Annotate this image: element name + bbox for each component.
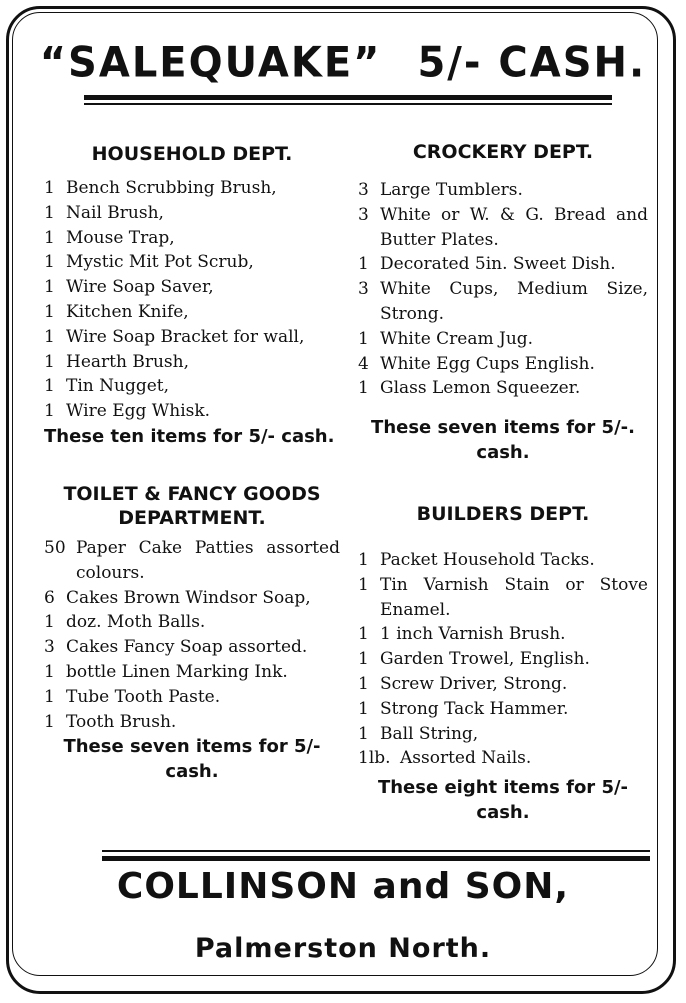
item-text: Glass Lemon Squeezer. — [380, 378, 581, 399]
item-text: Tin Nugget, — [66, 376, 170, 397]
household-summary: These ten items for 5/- cash. — [44, 425, 335, 447]
item-qty: 1 — [44, 326, 55, 347]
list-item — [44, 536, 340, 586]
item-text: Paper Cake Patties assorted colours. — [76, 538, 340, 583]
item-qty: 4 — [358, 353, 369, 374]
item-qty: 1 — [358, 723, 369, 744]
item-qty: 1 — [44, 376, 55, 397]
item-qty: 3 — [44, 637, 55, 658]
list-item — [358, 203, 648, 253]
list-item — [358, 746, 648, 771]
item-text: Wire Soap Saver, — [66, 277, 214, 298]
item-text: Packet Household Tacks. — [380, 550, 595, 570]
item-qty: 6 — [44, 587, 55, 608]
item-qty: 1 — [44, 301, 55, 322]
item-text: Tin Varnish Stain or Stove Enamel. — [380, 574, 648, 620]
list-item — [358, 252, 648, 277]
item-text: Mystic Mit Pot Scrub, — [66, 252, 254, 273]
headline-rule-thin — [84, 103, 612, 105]
list-item — [44, 350, 340, 375]
crockery-heading: CROCKERY DEPT. — [412, 141, 594, 163]
item-text: bottle Linen Marking Ink. — [66, 661, 288, 682]
item-qty: 1 — [44, 711, 55, 732]
item-text: Cakes Fancy Soap assorted. — [66, 637, 308, 658]
item-qty: 1 — [44, 178, 55, 198]
item-qty: 3 — [358, 279, 369, 300]
list-item — [358, 672, 648, 697]
item-qty: 1lb. — [358, 748, 391, 769]
list-item — [358, 622, 648, 647]
headline-rule-thick — [84, 95, 612, 100]
item-text: Decorated 5in. Sweet Dish. — [380, 254, 616, 275]
list-item — [44, 685, 340, 710]
toilet-heading: TOILET & FANCY GOODS DEPARTMENT. — [63, 483, 321, 529]
item-qty: 1 — [44, 661, 55, 682]
item-qty: 1 — [358, 378, 369, 399]
headline-title: “SALEQUAKE” — [39, 38, 382, 88]
item-text: White Cream Jug. — [380, 328, 534, 349]
item-text: Wire Soap Bracket for wall, — [66, 326, 305, 347]
item-qty: 1 — [44, 202, 55, 223]
item-text: Ball String, — [380, 723, 479, 744]
item-qty: 1 — [358, 574, 369, 595]
item-text: Garden Trowel, English. — [380, 649, 590, 670]
list-item — [358, 352, 648, 377]
list-item — [44, 275, 340, 300]
item-text: Tube Tooth Paste. — [66, 686, 221, 707]
list-item — [44, 399, 340, 424]
firm-name: COLLINSON and SON, — [116, 866, 570, 907]
list-item — [358, 697, 648, 722]
list-item — [44, 325, 340, 350]
firm-town: Palmerston North. — [194, 933, 492, 964]
list-item — [358, 573, 648, 623]
item-qty: 50 — [44, 538, 66, 558]
item-qty: 1 — [44, 401, 55, 422]
item-qty: 1 — [358, 328, 369, 349]
item-text: Strong Tack Hammer. — [380, 698, 569, 719]
list-item — [358, 647, 648, 672]
item-qty: 1 — [44, 252, 55, 273]
builders-section — [358, 502, 648, 825]
item-qty: 1 — [44, 277, 55, 298]
item-qty: 1 — [358, 698, 369, 719]
headline — [0, 39, 686, 87]
list-item — [44, 176, 340, 201]
builders-heading: BUILDERS DEPT. — [416, 503, 590, 525]
headline-price: 5/- CASH. — [417, 38, 647, 88]
list-item — [44, 610, 340, 635]
toilet-section — [44, 482, 340, 784]
item-text: Screw Driver, Strong. — [380, 673, 568, 694]
footer-rule-thick — [102, 856, 650, 861]
item-qty: 1 — [358, 254, 369, 275]
item-text: White or W. & G. Bread and Butter Plates. — [380, 204, 648, 250]
item-text: Bench Scrubbing Brush, — [66, 178, 277, 198]
item-text: Wire Egg Whisk. — [66, 401, 211, 422]
item-text: Kitchen Knife, — [66, 301, 189, 322]
list-item — [358, 722, 648, 747]
item-qty: 1 — [44, 227, 55, 248]
item-qty: 1 — [358, 550, 369, 570]
item-qty: 1 — [358, 624, 369, 645]
list-item — [44, 710, 340, 735]
list-item — [44, 660, 340, 685]
item-text: Nail Brush, — [66, 202, 164, 223]
item-text: Large Tumblers. — [380, 180, 523, 200]
item-text: Cakes Brown Windsor Soap, — [66, 587, 311, 608]
household-section — [44, 142, 340, 449]
list-item — [44, 374, 340, 399]
item-text: doz. Moth Balls. — [66, 612, 206, 633]
list-item — [44, 300, 340, 325]
crockery-summary: These seven items for 5/-. cash. — [371, 417, 635, 464]
item-qty: 1 — [358, 649, 369, 670]
item-text: 1 inch Varnish Brush. — [380, 624, 566, 645]
item-text: White Egg Cups English. — [380, 353, 595, 374]
item-text: White Cups, Medium Size, Strong. — [380, 279, 648, 324]
item-text: Hearth Brush, — [66, 351, 189, 372]
item-qty: 1 — [44, 612, 55, 633]
item-text: Mouse Trap, — [66, 227, 175, 248]
list-item — [44, 250, 340, 275]
list-item — [44, 201, 340, 226]
list-item — [358, 376, 648, 401]
list-item — [44, 586, 340, 611]
item-qty: 1 — [44, 686, 55, 707]
list-item — [44, 635, 340, 660]
household-heading: HOUSEHOLD DEPT. — [91, 143, 293, 165]
list-item — [358, 178, 648, 203]
item-qty: 3 — [358, 180, 369, 200]
list-item — [358, 277, 648, 327]
list-item — [358, 327, 648, 352]
list-item — [44, 226, 340, 251]
toilet-summary: These seven items for 5/- cash. — [63, 736, 321, 783]
item-qty: 1 — [358, 673, 369, 694]
item-qty: 3 — [358, 204, 369, 225]
footer-rule-thin — [102, 850, 650, 852]
item-qty: 1 — [44, 351, 55, 372]
crockery-section — [358, 140, 648, 465]
list-item — [358, 548, 648, 573]
item-text: Tooth Brush. — [66, 711, 177, 732]
builders-summary: These eight items for 5/- cash. — [377, 777, 629, 824]
item-text: Assorted Nails. — [400, 748, 532, 769]
